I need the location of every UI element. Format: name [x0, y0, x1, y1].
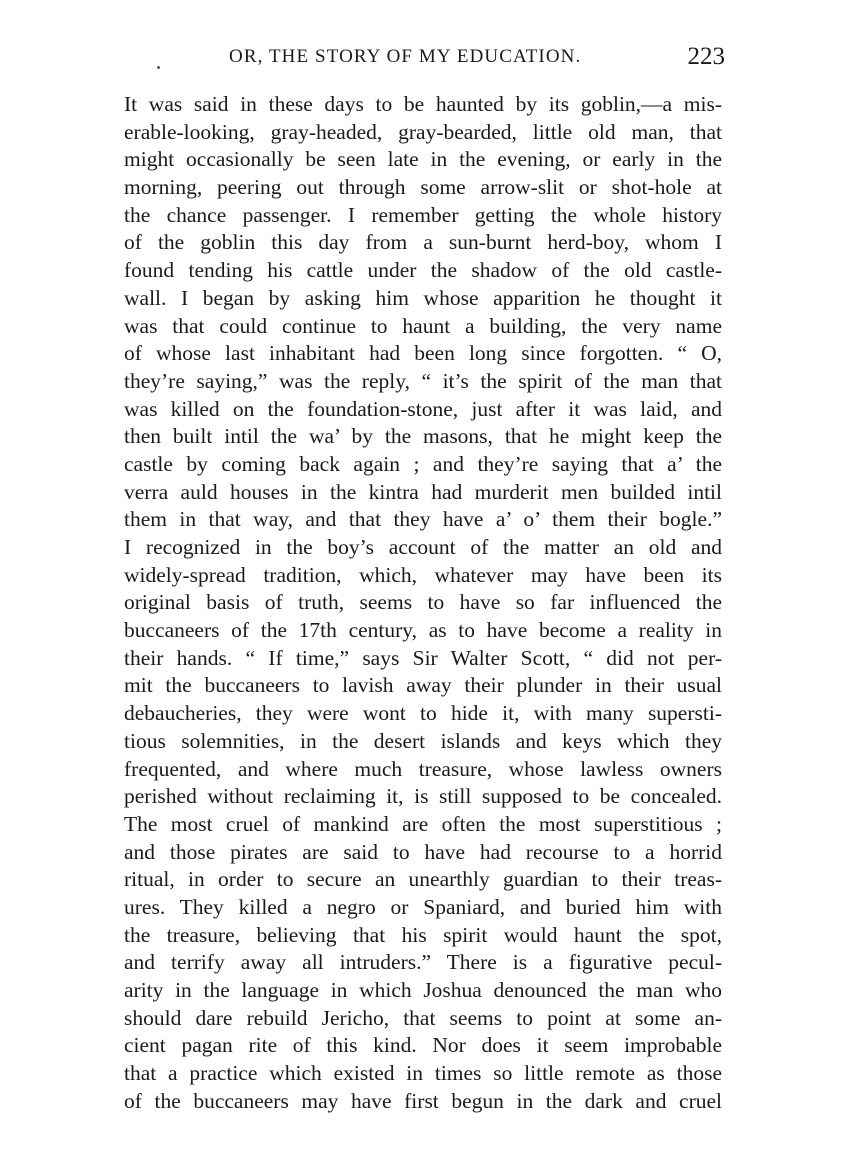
text-line: buccaneers of the 17th century, as to have become a reality in	[124, 618, 722, 643]
text-line: of whose last inhabitant had been long since forgotten. “ O,	[124, 341, 722, 366]
text-line: of the goblin this day from a sun-burnt herd-boy, whom I	[124, 230, 722, 255]
text-line: It was said in these days to be haunted by its goblin,—a mis-	[124, 92, 722, 116]
text-line: them in that way, and that they have a’ o’ them their bogle.”	[124, 507, 722, 532]
text-line: mit the buccaneers to lavish away their plunder in their usual	[124, 673, 722, 698]
text-line: erable-looking, gray-headed, gray-bearded, little old man, that	[124, 119, 722, 144]
text-line: that a practice which existed in times so little remote as those	[124, 1061, 722, 1086]
text-line: wall. I began by asking him whose apparition he thought it	[124, 285, 722, 310]
text-line: the treasure, believing that his spirit would haunt the spot,	[124, 922, 722, 947]
text-line: should dare rebuild Jericho, that seems to point at some an-	[124, 1005, 722, 1030]
text-line: widely-spread tradition, which, whatever may have been its	[124, 562, 722, 587]
text-line: verra auld houses in the kintra had murderit men builded intil	[124, 479, 722, 504]
stray-ink-mark	[157, 66, 160, 69]
text-line: found tending his cattle under the shadow of the old castle-	[124, 258, 722, 283]
body-text	[124, 91, 722, 1115]
text-line: the chance passenger. I remember getting the whole history	[124, 202, 722, 227]
running-head	[125, 43, 725, 76]
text-line: ritual, in order to secure an unearthly guardian to their treas-	[124, 867, 722, 892]
text-line: morning, peering out through some arrow-slit or shot-hole at	[124, 175, 722, 200]
text-line: was that could continue to haunt a building, the very name	[124, 313, 722, 338]
text-line: original basis of truth, seems to have so far influenced the	[124, 590, 722, 615]
text-line: I recognized in the boy’s account of the matter an old and	[124, 535, 722, 559]
text-line: of the buccaneers may have first begun in the dark and cruel	[124, 1088, 722, 1113]
text-line: and those pirates are said to have had recourse to a horrid	[124, 839, 722, 864]
running-title: OR, THE STORY OF MY EDUCATION.	[229, 46, 582, 67]
page-number: 223	[687, 43, 725, 70]
text-line: their hands. “ If time,” says Sir Walter Scott, “ did not per-	[124, 645, 722, 670]
text-line: The most cruel of mankind are often the most superstitious ;	[124, 811, 722, 836]
text-line: perished without reclaiming it, is still supposed to be concealed.	[124, 784, 722, 809]
text-line: ures. They killed a negro or Spaniard, and buried him with	[124, 894, 722, 919]
text-line: was killed on the foundation-stone, just after it was laid, and	[124, 396, 722, 421]
text-line: they’re saying,” was the reply, “ it’s the spirit of the man that	[124, 368, 722, 393]
text-line: and terrify away all intruders.” There is a figurative pecul-	[124, 950, 722, 975]
text-line: frequented, and where much treasure, whose lawless owners	[124, 756, 722, 781]
text-line: might occasionally be seen late in the evening, or early in the	[124, 147, 722, 172]
text-line: castle by coming back again ; and they’re saying that a’ the	[124, 451, 722, 476]
text-line: then built intil the wa’ by the masons, that he might keep the	[124, 424, 722, 449]
text-line: arity in the language in which Joshua denounced the man who	[124, 978, 722, 1002]
text-line: debaucheries, they were wont to hide it, with many supersti-	[124, 701, 722, 726]
text-line: tious solemnities, in the desert islands and keys which they	[124, 728, 722, 753]
text-line: cient pagan rite of this kind. Nor does it seem improbable	[124, 1033, 722, 1058]
